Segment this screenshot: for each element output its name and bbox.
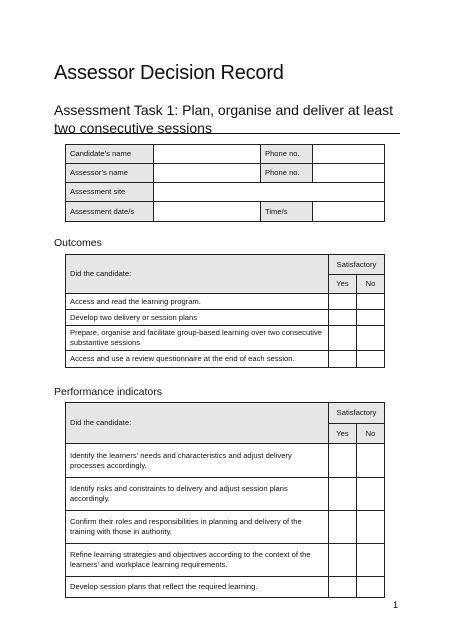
- performance-no-cell[interactable]: [357, 478, 385, 511]
- subtitle-divider: [54, 133, 400, 134]
- performance-indicators-heading: Performance indicators: [54, 386, 162, 398]
- outcome-yes-cell[interactable]: [329, 326, 357, 351]
- performance-yes-cell[interactable]: [329, 444, 357, 478]
- outcomes-heading: Outcomes: [54, 237, 102, 249]
- performance-indicators-table: [65, 402, 385, 598]
- performance-item: Identify risks and constraints to delivery and adjust session plans accordingly.: [66, 478, 329, 511]
- performance-item: Develop session plans that reflect the required learning.: [66, 577, 329, 598]
- performance-yes-cell[interactable]: [329, 544, 357, 577]
- candidate-details-table: [65, 144, 385, 222]
- candidate-phone-field[interactable]: [313, 145, 385, 164]
- task-subtitle: Assessment Task 1: Plan, organise and deliver at least two consecutive sessions: [54, 102, 394, 136]
- assessment-date-label: Assessment date/s: [66, 202, 154, 222]
- outcome-yes-cell[interactable]: [329, 310, 357, 326]
- assessment-site-field[interactable]: [154, 183, 385, 202]
- performance-no-cell[interactable]: [357, 511, 385, 544]
- outcome-item: Develop two delivery or session plans: [66, 310, 329, 326]
- assessor-phone-label: Phone no.: [261, 164, 313, 183]
- outcome-item: Access and read the learning program.: [66, 294, 329, 310]
- outcome-no-cell[interactable]: [357, 326, 385, 351]
- performance-yes-cell[interactable]: [329, 577, 357, 598]
- outcomes-yes-header: Yes: [329, 275, 357, 294]
- performance-item: Identify the learners’ needs and characteristics and adjust delivery processes accordingly.: [66, 444, 329, 478]
- performance-no-cell[interactable]: [357, 577, 385, 598]
- assessment-site-label: Assessment site: [66, 183, 154, 202]
- outcome-no-cell[interactable]: [357, 310, 385, 326]
- performance-item: Confirm their roles and responsibilities in planning and delivery of the training with those in authority.: [66, 511, 329, 544]
- performance-yes-cell[interactable]: [329, 478, 357, 511]
- outcome-no-cell[interactable]: [357, 351, 385, 368]
- assessor-name-field[interactable]: [154, 164, 261, 183]
- time-label: Time/s: [261, 202, 313, 222]
- outcomes-did-label: Did the candidate:: [66, 255, 329, 294]
- performance-satisfactory-header: Satisfactory: [329, 403, 385, 424]
- candidate-name-field[interactable]: [154, 145, 261, 164]
- assessor-phone-field[interactable]: [313, 164, 385, 183]
- outcomes-table: [65, 254, 385, 368]
- time-field[interactable]: [313, 202, 385, 222]
- page-number: 1: [393, 600, 399, 610]
- assessor-name-label: Assessor’s name: [66, 164, 154, 183]
- page-title: Assessor Decision Record: [54, 62, 284, 84]
- performance-yes-cell[interactable]: [329, 511, 357, 544]
- assessment-date-field[interactable]: [154, 202, 261, 222]
- outcomes-no-header: No: [357, 275, 385, 294]
- outcome-yes-cell[interactable]: [329, 351, 357, 368]
- outcomes-satisfactory-header: Satisfactory: [329, 255, 385, 275]
- outcome-no-cell[interactable]: [357, 294, 385, 310]
- performance-item: Refine learning strategies and objectives according to the context of the learners’ and workplace learning requirements.: [66, 544, 329, 577]
- performance-no-cell[interactable]: [357, 544, 385, 577]
- performance-yes-header: Yes: [329, 424, 357, 444]
- candidate-name-label: Candidate’s name: [66, 145, 154, 164]
- performance-did-label: Did the candidate:: [66, 403, 329, 444]
- outcome-item: Access and use a review questionnaire at the end of each session.: [66, 351, 329, 368]
- outcome-item: Prepare, organise and facilitate group-based learning over two consecutive substantive sessions: [66, 326, 329, 351]
- candidate-phone-label: Phone no.: [261, 145, 313, 164]
- outcome-yes-cell[interactable]: [329, 294, 357, 310]
- performance-no-header: No: [357, 424, 385, 444]
- performance-no-cell[interactable]: [357, 444, 385, 478]
